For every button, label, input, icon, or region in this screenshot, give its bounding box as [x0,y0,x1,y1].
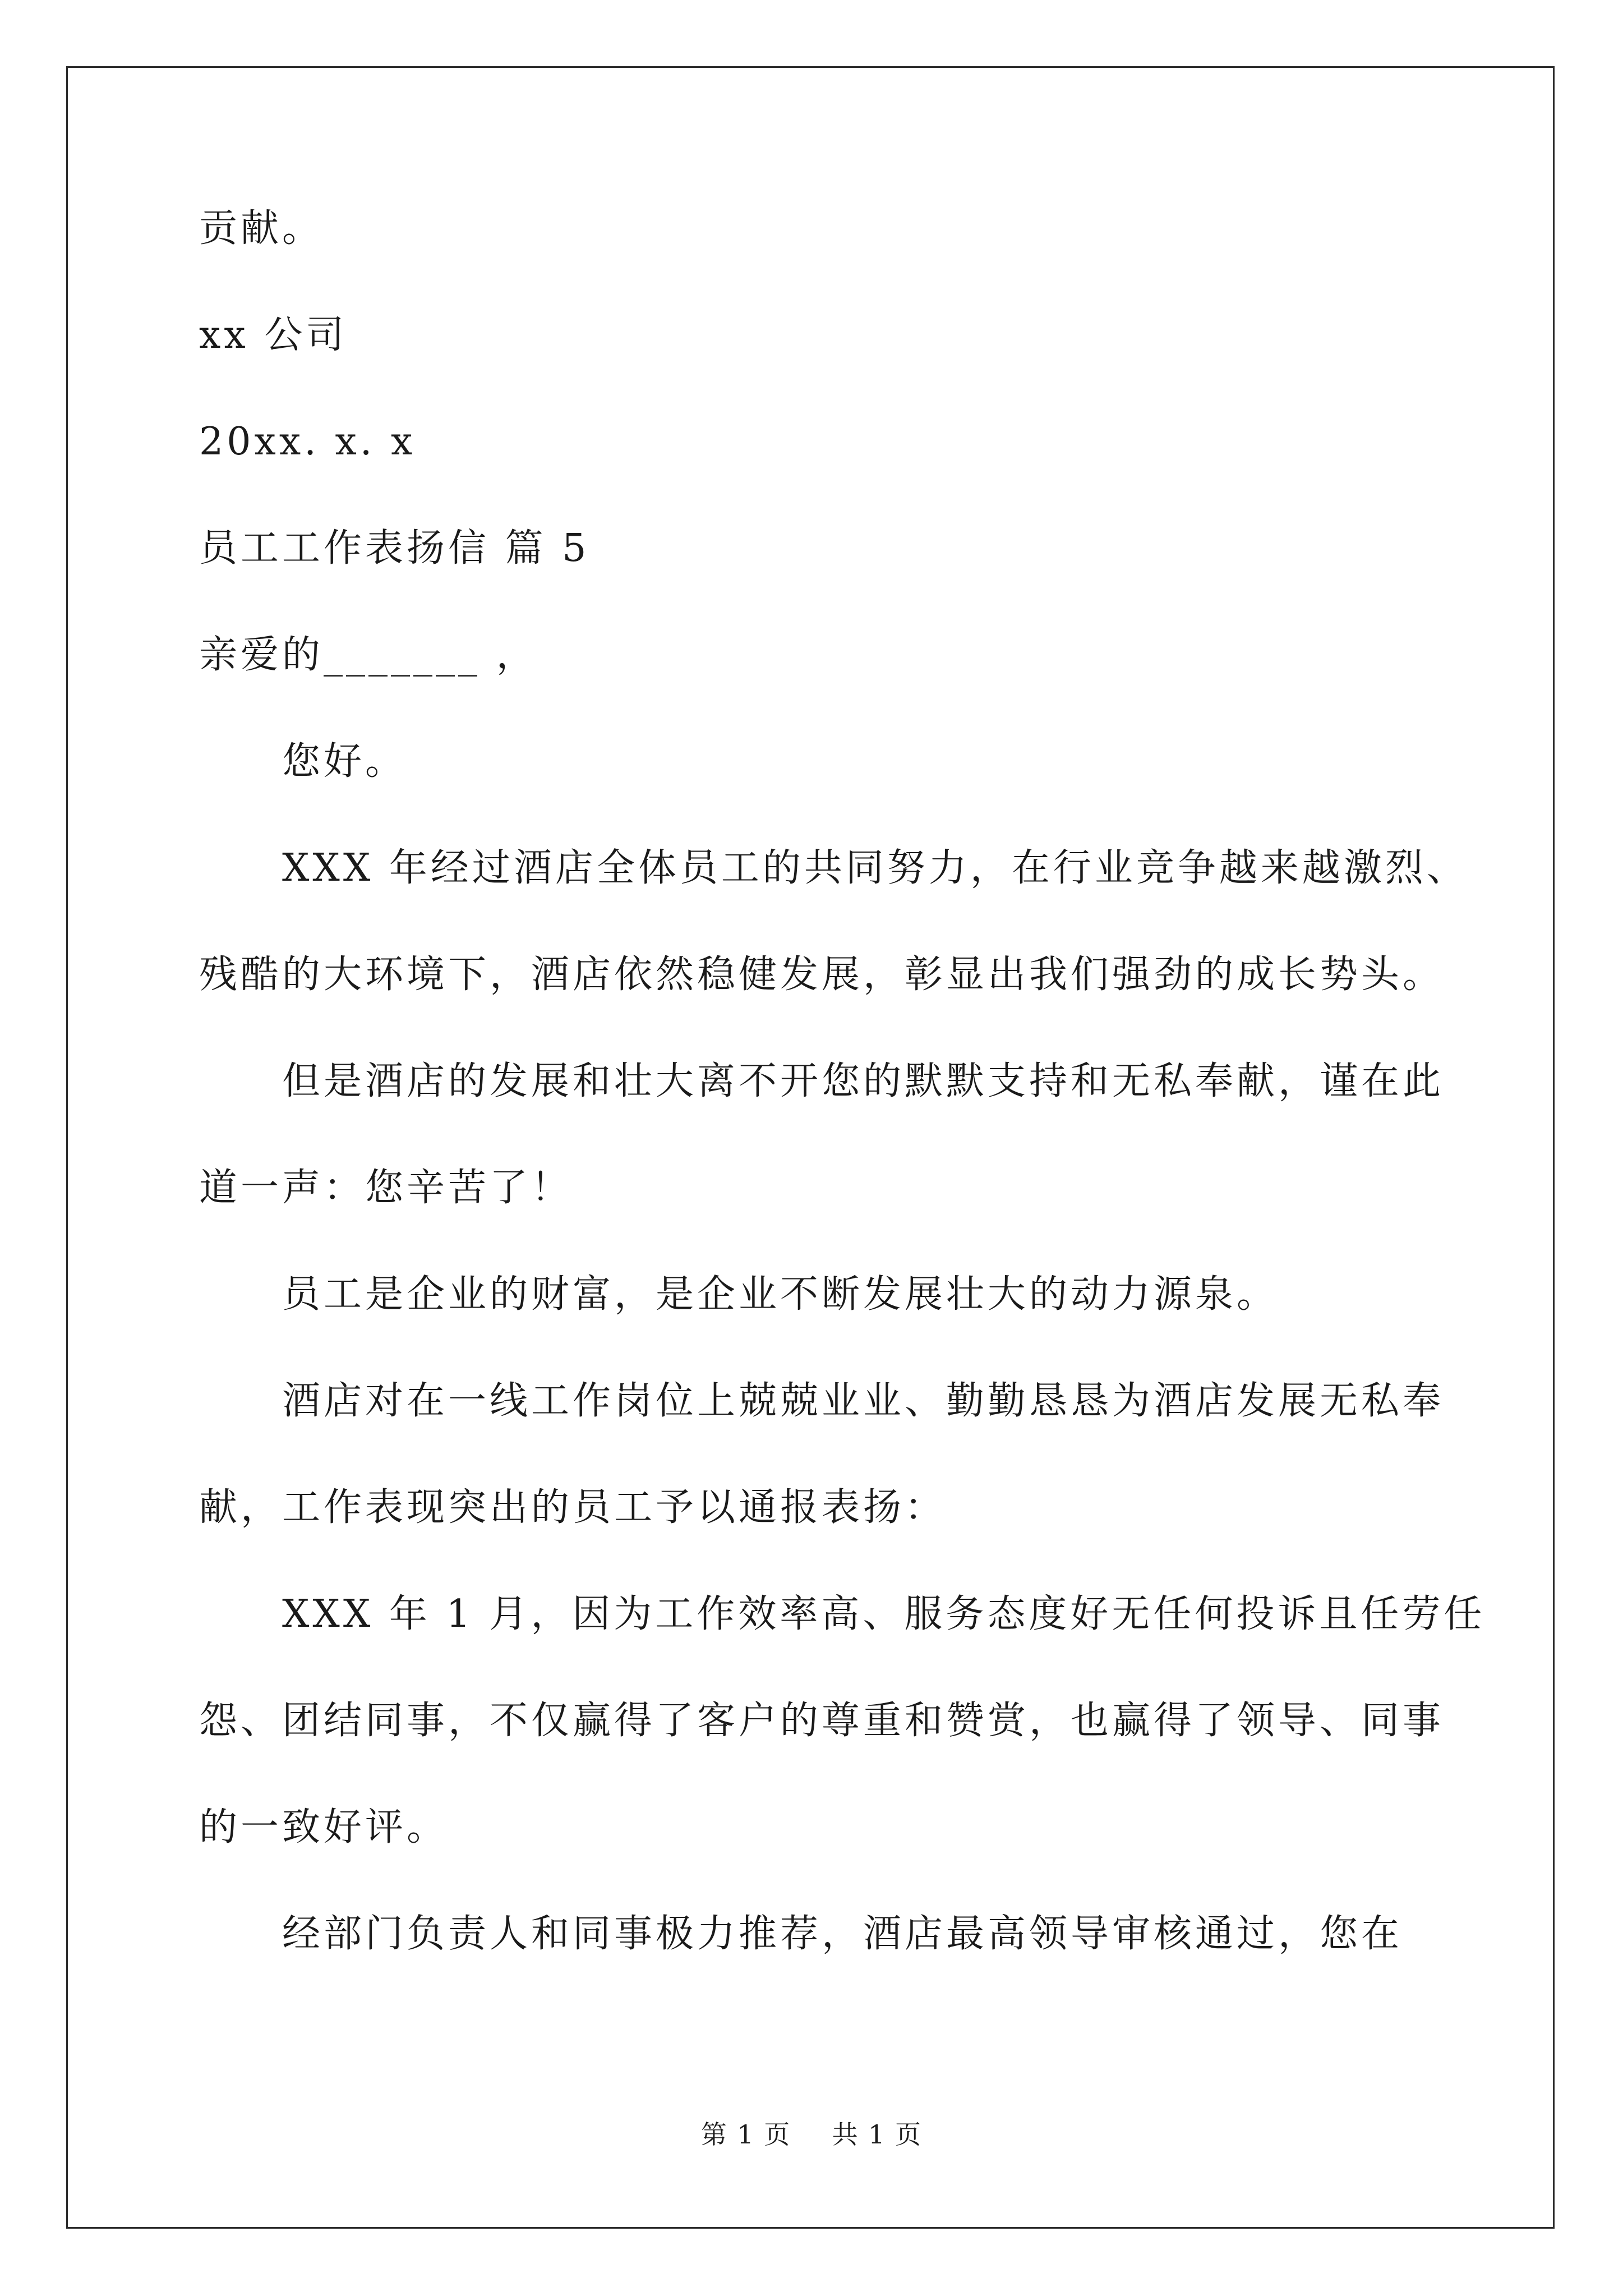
paragraph-line: 道一声：您辛苦了！ [199,1166,573,1210]
page-footer [0,2119,1623,2150]
greeting: 您好。 [282,739,407,784]
salutation: 亲爱的_______ ， [199,633,538,677]
paragraph-line: 经部门负责人和同事极力推荐，酒店最高领导审核通过，您在 [282,1912,1403,1956]
paragraph-line: 献，工作表现突出的员工予以通报表扬： [199,1485,947,1530]
paragraph-line: XXX 年 1 月，因为工作效率高、服务态度好无任何投诉且任劳任 [282,1592,1486,1636]
paragraph-line: 的一致好评。 [199,1805,449,1849]
company-name: xx 公司 [199,313,348,357]
date-line: 20xx. x. x [199,420,416,464]
paragraph-line: 但是酒店的发展和壮大离不开您的默默支持和无私奉献，谨在此 [282,1059,1445,1103]
paragraph-line: 残酷的大环境下，酒店依然稳健发展，彰显出我们强劲的成长势头。 [199,953,1445,997]
page-number: 第 1 页 [700,2119,791,2150]
text-line: 贡献。 [199,206,324,251]
paragraph-line: XXX 年经过酒店全体员工的共同努力，在行业竞争越来越激烈、 [282,846,1468,890]
document-body [199,206,1486,1956]
section-heading: 员工工作表扬信 篇 5 [199,526,590,570]
page-total: 共 1 页 [832,2119,923,2150]
paragraph-line: 怨、团结同事，不仅赢得了客户的尊重和赞赏，也赢得了领导、同事 [199,1699,1445,1743]
paragraph-line: 酒店对在一线工作岗位上兢兢业业、勤勤恳恳为酒店发展无私奉 [282,1379,1445,1423]
paragraph-line: 员工是企业的财富，是企业不断发展壮大的动力源泉。 [282,1272,1279,1317]
